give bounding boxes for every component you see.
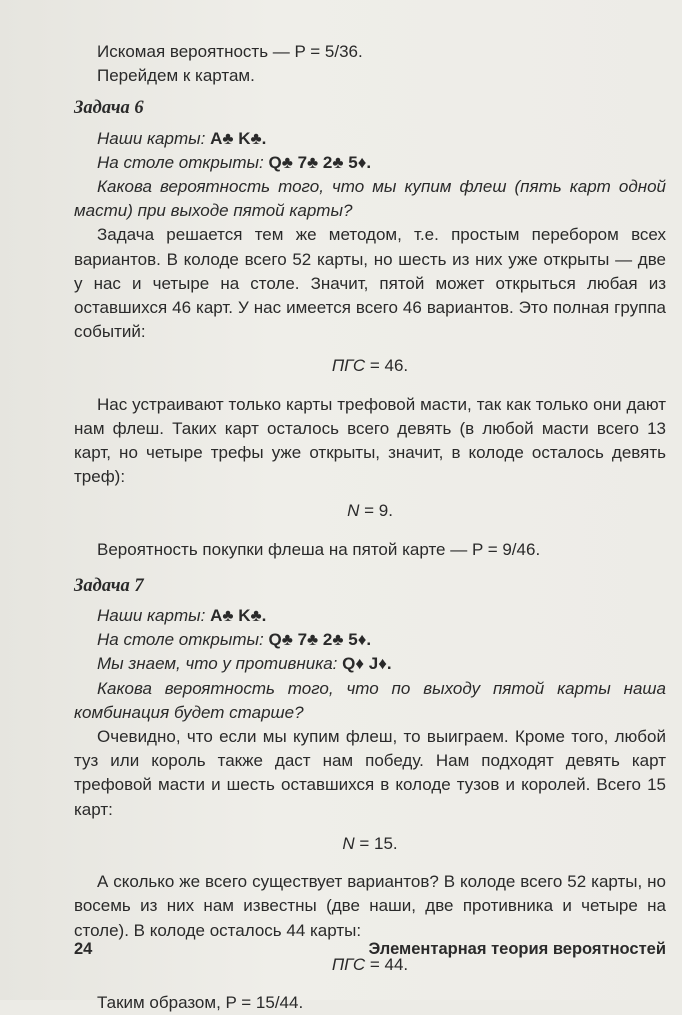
task7-paragraph-3: Таким образом, P = 15/44. <box>97 992 304 1012</box>
task6-formula-1-value: = 46. <box>365 356 409 376</box>
task6-our-cards-label: Наши карты: <box>97 128 211 148</box>
task7-our-cards-value: A♣ K♣. <box>210 606 267 626</box>
task7-paragraph-2: А сколько же всего существует вариантов? В колоде всего 52 карты, но восемь из них нам известны (две наши, две противника и четыре на столе). В колоде осталось 44 карты: <box>74 872 666 940</box>
task7-table-label: На столе открыты: <box>97 630 269 650</box>
task6-title: Задача 6 <box>74 98 144 119</box>
task6-formula-1 <box>74 354 666 378</box>
task7-formula-1-value: = 15. <box>354 833 398 853</box>
intro-line-2: Перейдем к картам. <box>97 66 255 86</box>
task6-table-label: На столе открыты: <box>97 152 269 172</box>
task6-question: Какова вероятность того, что мы купим флеш (пять карт одной масти) при выходе пятой карты? <box>74 177 666 221</box>
task6-paragraph-3: Вероятность покупки флеша на пятой карте — P = 9/46. <box>97 539 541 559</box>
task6-our-cards-value: A♣ K♣. <box>210 128 267 148</box>
page-content <box>74 40 666 1015</box>
task6-our-cards <box>74 127 666 151</box>
page-footer <box>74 940 666 959</box>
task6-table-cards <box>74 151 666 175</box>
task7-formula-2-value: = 44. <box>365 954 409 974</box>
task7-our-cards-label: Наши карты: <box>97 606 211 626</box>
task6-paragraph-2: Нас устраивают только карты трефовой масти, так как только они дают нам флеш. Таких карт осталось всего девять (в любой масти всего 13 карт, но четыре трефы уже открыты, значит, в колоде осталось девять треф): <box>74 394 666 487</box>
task7-formula-1 <box>74 832 666 856</box>
intro-line-1: Искомая вероятность — P = 5/36. <box>97 42 363 61</box>
task7-our-cards <box>74 604 666 628</box>
task7-opponent-value: Q♦ J♦. <box>342 654 392 674</box>
task7-table-value: Q♣ 7♣ 2♣ 5♦. <box>268 630 372 650</box>
task7-paragraph-1: Очевидно, что если мы купим флеш, то выиграем. Кроме того, любой туз или король также даст нам победу. Нам подходят девять карт трефовой масти и шесть оставшихся в колоде тузов и королей. Всего 15 карт: <box>74 727 666 819</box>
task7-formula-2-symbol: ПГС <box>331 954 366 974</box>
task6-formula-2 <box>74 499 666 523</box>
task6-formula-2-symbol: N <box>347 501 360 521</box>
task7-opponent-cards <box>74 652 666 676</box>
running-title: Элементарная теория вероятностей <box>368 940 666 958</box>
task7-opponent-label: Мы знаем, что у противника: <box>97 654 343 674</box>
task7-table-cards <box>74 628 666 652</box>
page-number: 24 <box>74 940 93 958</box>
task7-question: Какова вероятность того, что по выходу пятой карты наша комбинация будет старше? <box>74 678 666 722</box>
task6-formula-2-value: = 9. <box>359 501 393 521</box>
task6-table-value: Q♣ 7♣ 2♣ 5♦. <box>268 152 372 172</box>
task6-paragraph-1: Задача решается тем же методом, т.е. простым перебором всех вариантов. В колоде всего 52 карты, но шесть из них уже открыты — две у нас и четыре на столе. Значит, пятой может открыться любая из оставшихся 46 карт. У нас имеется всего 46 вариантов. Это полная группа событий: <box>74 225 666 342</box>
task6-formula-1-symbol: ПГС <box>331 356 366 376</box>
task7-formula-1-symbol: N <box>342 833 355 853</box>
task7-title: Задача 7 <box>74 575 144 596</box>
